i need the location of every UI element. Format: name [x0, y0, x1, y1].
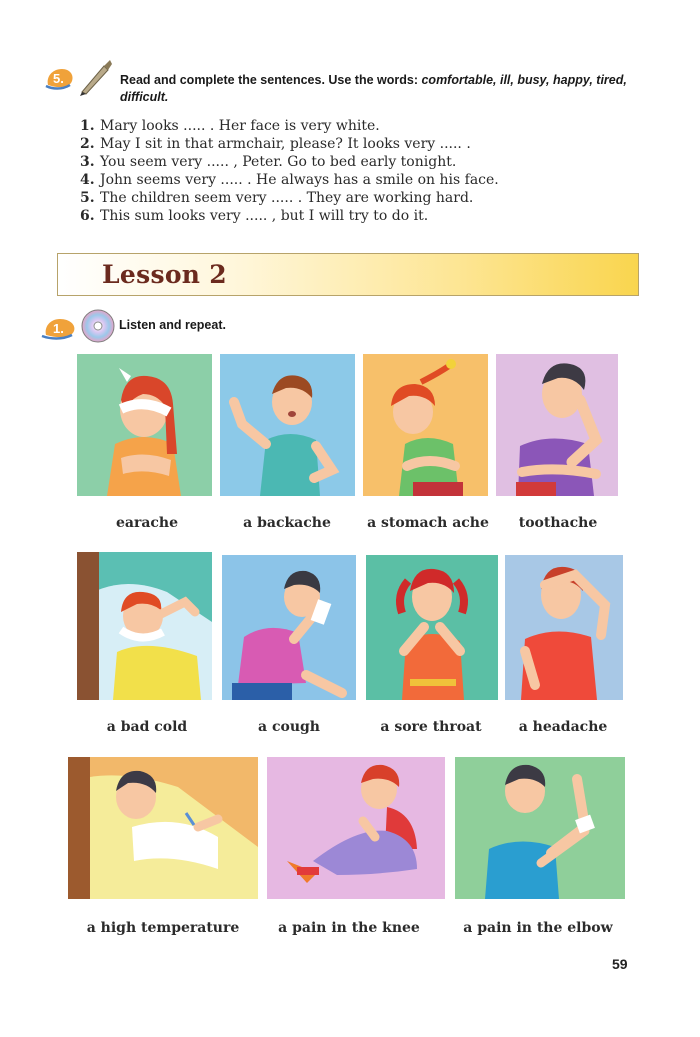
sentence-text: May I sit in that armchair, please? It looks very ..... .	[100, 136, 471, 152]
sentence-text: The children seem very ..... . They are working hard.	[100, 190, 474, 206]
lesson-title: Lesson 2	[102, 260, 227, 289]
caption-elbow-pain: a pain in the elbow	[463, 920, 613, 936]
sentence-text: John seems very ..... . He always has a smile on his face.	[100, 172, 499, 188]
sore-throat-illustration	[366, 555, 498, 700]
caption-high-temperature: a high temperature	[86, 920, 240, 936]
sentence-item	[80, 117, 640, 135]
sentence-item	[80, 135, 640, 153]
caption-bad-cold: a bad cold	[106, 719, 188, 735]
caption-toothache: toothache	[518, 515, 598, 531]
cd-audio-icon	[80, 308, 116, 344]
exercise-1-badge	[40, 315, 80, 341]
sentence-item	[80, 153, 640, 171]
lesson-banner	[57, 253, 639, 296]
exercise-1-instruction: Listen and repeat.	[119, 318, 226, 332]
sentence-list	[80, 117, 640, 225]
caption-stomach-ache: a stomach ache	[367, 515, 489, 531]
sentence-text: Mary looks ..... . Her face is very white.	[100, 118, 380, 134]
sentence-item	[80, 171, 640, 189]
caption-knee-pain: a pain in the knee	[278, 920, 420, 936]
cough-illustration	[222, 555, 356, 700]
high-temperature-illustration	[68, 757, 258, 899]
instruction-words: comfortable, ill, busy, happy, tired, difficult.	[120, 73, 627, 104]
caption-sore-throat: a sore throat	[380, 719, 482, 735]
stomach-ache-illustration	[363, 354, 488, 496]
sentence-number: 3.	[80, 154, 95, 170]
caption-headache: a headache	[518, 719, 608, 735]
sentence-text: You seem very ..... , Peter. Go to bed early tonight.	[100, 154, 457, 170]
headache-illustration	[505, 555, 623, 700]
sentence-number: 2.	[80, 136, 95, 152]
caption-cough: a cough	[258, 719, 320, 735]
pen-icon	[74, 58, 114, 98]
caption-earache: earache	[115, 515, 179, 531]
toothache-illustration	[496, 354, 618, 496]
sentence-item	[80, 189, 640, 207]
sentence-number: 6.	[80, 208, 95, 224]
sentence-number: 1.	[80, 118, 95, 134]
sentence-text: This sum looks very ..... , but I will try to do it.	[100, 208, 429, 224]
backache-illustration	[220, 354, 355, 496]
knee-pain-illustration	[267, 757, 445, 899]
earache-illustration	[77, 354, 212, 496]
sentence-item	[80, 207, 640, 225]
sentence-number: 5.	[80, 190, 95, 206]
sentence-number: 4.	[80, 172, 95, 188]
exercise-5-badge	[44, 65, 76, 91]
exercise-1-number: 1.	[53, 321, 64, 336]
exercise-5-number: 5.	[53, 71, 64, 86]
instruction-prefix: Read and complete the sentences. Use the words:	[120, 73, 422, 87]
caption-backache: a backache	[243, 515, 331, 531]
elbow-pain-illustration	[455, 757, 625, 899]
page-number: 59	[612, 956, 628, 972]
bad-cold-illustration	[77, 552, 212, 700]
exercise-5-instruction	[120, 72, 660, 106]
